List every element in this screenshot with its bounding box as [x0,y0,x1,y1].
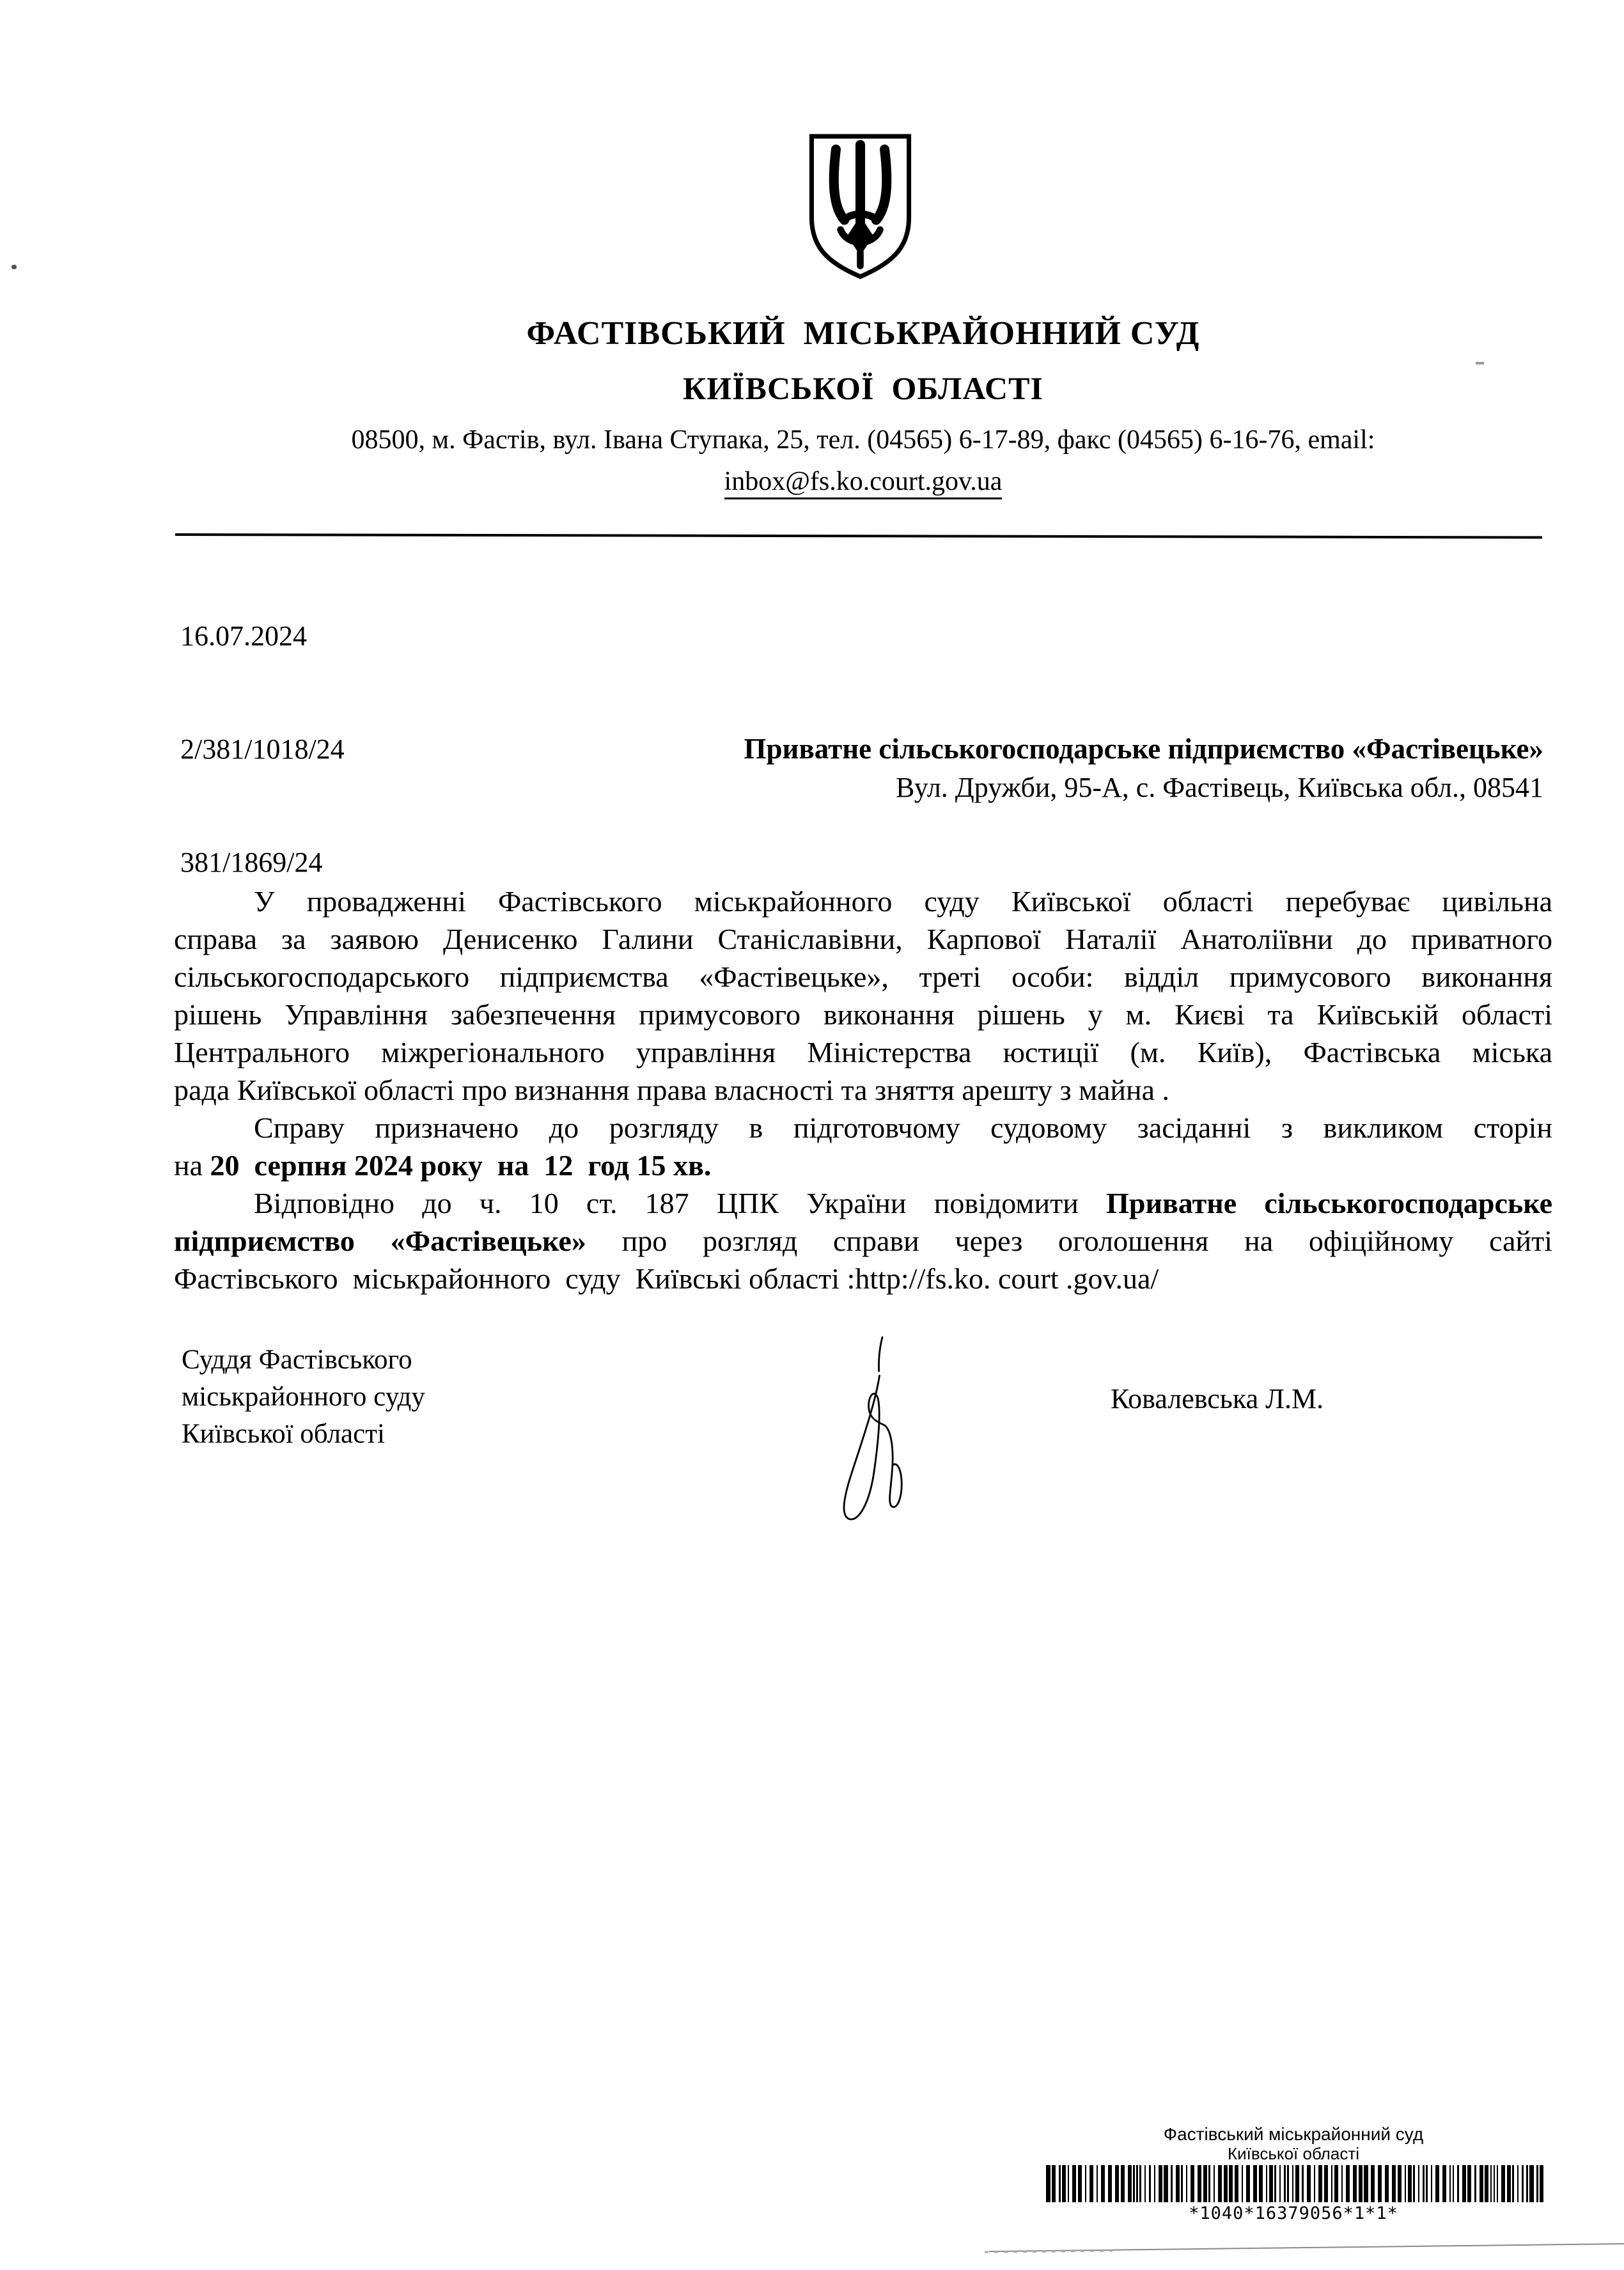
bold-text-segment: підприємство «Фастівецьке» [174,1225,586,1257]
barcode-bar [1435,2165,1439,2202]
recipient-address: Вул. Дружби, 95-А, с. Фастівець, Київська обл., 08541 [895,772,1543,803]
barcode-bar [1068,2165,1070,2202]
body-line [174,920,1552,958]
barcode-bar [1449,2165,1451,2202]
barcode-bar [1497,2165,1499,2202]
barcode-bar [1540,2165,1543,2202]
text-segment: про розгляд справи через оголошення на офіційному сайті [586,1225,1552,1257]
text-segment: Справу призначено до розгляду в підготовчому судовому засіданні з викликом сторін [254,1111,1552,1144]
barcode-bar [1334,2165,1338,2202]
barcode-bar [1426,2165,1428,2202]
footer-court-name: Фастівський міськрайонний суд [1163,2124,1424,2144]
barcode-bar [1431,2165,1433,2202]
barcode-bar [1501,2165,1505,2202]
barcode-bar [1078,2165,1082,2202]
barcode-bar [1121,2165,1125,2202]
body-line [174,958,1552,996]
recipient-block [744,730,1544,807]
text-segment: Відповідно до ч. 10 ст. 187 ЦПК України повідомити [254,1187,1107,1219]
letter-date: 16.07.2024 [180,620,307,652]
footer-barcode-block [1038,2124,1549,2223]
barcode-bar [1176,2165,1180,2202]
barcode-bar [1089,2165,1093,2202]
barcode-bar [1097,2165,1098,2202]
barcode-bar [1052,2165,1056,2202]
barcode-bar [1046,2165,1050,2202]
barcode-bar [1302,2165,1304,2202]
barcode-bar [1507,2165,1511,2202]
barcode-bar [1218,2165,1222,2202]
body-line [174,882,1552,920]
text-segment: рішень Управління забезпечення примусового виконання рішень у м. Києві та Київській області [174,998,1552,1031]
barcode-bar [1314,2165,1316,2202]
barcode-bar [1405,2165,1407,2202]
body-line [174,1109,1552,1147]
barcode-bar [1133,2165,1135,2202]
barcode-bar [1324,2165,1328,2202]
judge-title-line: міськрайонного суду [182,1382,425,1412]
barcode-bar [1259,2165,1263,2202]
barcode-bar [1526,2165,1528,2202]
header-divider-line [175,533,1542,538]
barcode-bar [1224,2165,1228,2202]
barcode-bar [1418,2165,1420,2202]
barcode-bar [1062,2165,1066,2202]
barcode-bar [1512,2165,1514,2202]
handwritten-signature [816,1334,938,1529]
paragraph [174,882,1552,1109]
barcode-bar [1115,2165,1119,2202]
body-line [174,1147,1552,1184]
court-address-line: 08500, м. Фастів, вул. Івана Ступака, 25, тел. (04565) 6-17-89, факс (04565) 6-16-76, email: [351,425,1375,455]
barcode-bar [1474,2165,1476,2202]
judge-name: Ковалевська Л.М. [1111,1383,1324,1414]
barcode-bar [1378,2165,1382,2202]
barcode-bar [1154,2165,1156,2202]
barcode-bar [1269,2165,1273,2202]
barcode-bar [1149,2165,1151,2202]
barcode-bar [1385,2165,1389,2202]
barcode-bar [1490,2165,1492,2202]
barcode-bar [1191,2165,1194,2202]
barcode-bar [1144,2165,1146,2202]
proceeding-number: 381/1869/24 [180,847,323,878]
barcode-bar [1485,2165,1488,2202]
barcode-bar [1266,2165,1268,2202]
barcode-bar [1341,2165,1343,2202]
barcode-bar [1522,2165,1524,2202]
barcode-bar [1214,2165,1215,2202]
judge-title-line: Суддя Фастівського [182,1345,412,1375]
barcode-bar [1307,2165,1311,2202]
barcode-bar [1295,2165,1299,2202]
barcode-bar [1346,2165,1350,2202]
barcode-bar [1229,2165,1233,2202]
bold-text-segment: 20 серпня 2024 року на 12 год 15 хв. [210,1149,712,1182]
email-row [174,466,1552,497]
scan-artifact-dot [12,265,17,269]
barcode-bar [1359,2165,1362,2202]
judge-title-block [182,1342,425,1453]
barcode-bar [1274,2165,1276,2202]
barcode-bar [1462,2165,1466,2202]
barcode-bar [1235,2165,1238,2202]
body-line [174,1222,1552,1260]
barcode-bar [1108,2165,1112,2202]
barcode-bar [1139,2165,1141,2202]
text-segment: У провадженні Фастівського міськрайонного суду Київської області перебуває цивільна [254,885,1552,918]
court-email-link[interactable]: inbox@fs.ko.court.gov.ua [724,467,1003,499]
barcode-bar [1284,2165,1286,2202]
letter-body [174,882,1552,1297]
barcode-bar [1392,2165,1396,2202]
paragraph [174,1184,1552,1297]
body-line [174,996,1552,1033]
body-line [174,1260,1552,1297]
barcode-bar [1101,2165,1105,2202]
barcode-bar [1059,2165,1061,2202]
barcode-bar [1371,2165,1375,2202]
barcode-bar [1453,2165,1455,2202]
body-line [174,1033,1552,1071]
barcode-bar [1408,2165,1412,2202]
barcode-bar [1242,2165,1244,2202]
barcode-bar [1171,2165,1173,2202]
barcode-bar [1159,2165,1162,2202]
barcode-bar [1181,2165,1183,2202]
barcode-bar [1128,2165,1132,2202]
barcode-bar [1467,2165,1471,2202]
barcode-bar [1529,2165,1533,2202]
barcode-bar [1536,2165,1538,2202]
barcode-bar [1136,2165,1138,2202]
barcode-number: *1040*16379056*1*1* [1189,2203,1398,2223]
barcode-bar [1353,2165,1357,2202]
court-name-line1: ФАСТІВСЬКИЙ МІСЬКРАЙОННИЙ СУД [526,315,1200,352]
barcode-bar [1318,2165,1322,2202]
recipient-name: Приватне сільськогосподарське підприємство «Фастівецьке» [744,733,1543,765]
judge-title-line: Київської області [182,1419,385,1449]
barcode-bar [1246,2165,1250,2202]
barcode-bar [1198,2165,1201,2202]
barcode-bar [1398,2165,1401,2202]
barcode-bar [1085,2165,1087,2202]
barcode-bar [1457,2165,1459,2202]
text-segment: на [174,1149,210,1182]
case-number: 2/381/1018/24 [180,733,345,765]
text-segment: справа за заявою Денисенко Галини Станіславівни, Карпової Наталії Анатоліївни до приватного [174,923,1552,955]
text-segment: рада Київської області про визнання права власності та зняття арешту з майна . [174,1074,1170,1106]
barcode-bar [1442,2165,1446,2202]
barcode-bar [1186,2165,1188,2202]
barcode-bar [1480,2165,1483,2202]
barcode-bar [1364,2165,1368,2202]
ukraine-trident-emblem-icon [803,132,917,279]
barcode-bar [1287,2165,1289,2202]
paragraph [174,1109,1552,1184]
barcode-bar [1423,2165,1425,2202]
text-segment: Центрального міжрегіонального управління Міністерства юстиції (м. Київ), Фастівська міська [174,1036,1552,1068]
bold-text-segment: Приватне сільськогосподарське [1106,1187,1552,1219]
scan-artifact-line [959,2238,1624,2270]
text-segment: сільськогосподарського підприємства «Фастівецьке», треті особи: відділ примусового виконання [174,960,1552,993]
scan-artifact-dash [1476,362,1484,364]
barcode-bar [1279,2165,1281,2202]
barcode-bar [1164,2165,1167,2202]
barcode-bar [1517,2165,1519,2202]
barcode-bar [1208,2165,1210,2202]
barcode-bar [1253,2165,1257,2202]
footer-court-region: Київської області [1227,2144,1360,2163]
barcode-bar [1292,2165,1294,2202]
body-line [174,1184,1552,1222]
barcode-bar [1413,2165,1415,2202]
barcode-bar [1072,2165,1076,2202]
barcode-bar [1494,2165,1495,2202]
court-name-line2: КИЇВСЬКОЇ ОБЛАСТІ [683,370,1043,406]
document-barcode [1044,2165,1543,2202]
barcode-bar [1331,2165,1333,2202]
body-line [174,1071,1552,1109]
text-segment: Фастівського міськрайонного суду Київські області :http://fs.ko. court .gov.ua/ [174,1262,1159,1295]
barcode-bar [1203,2165,1207,2202]
